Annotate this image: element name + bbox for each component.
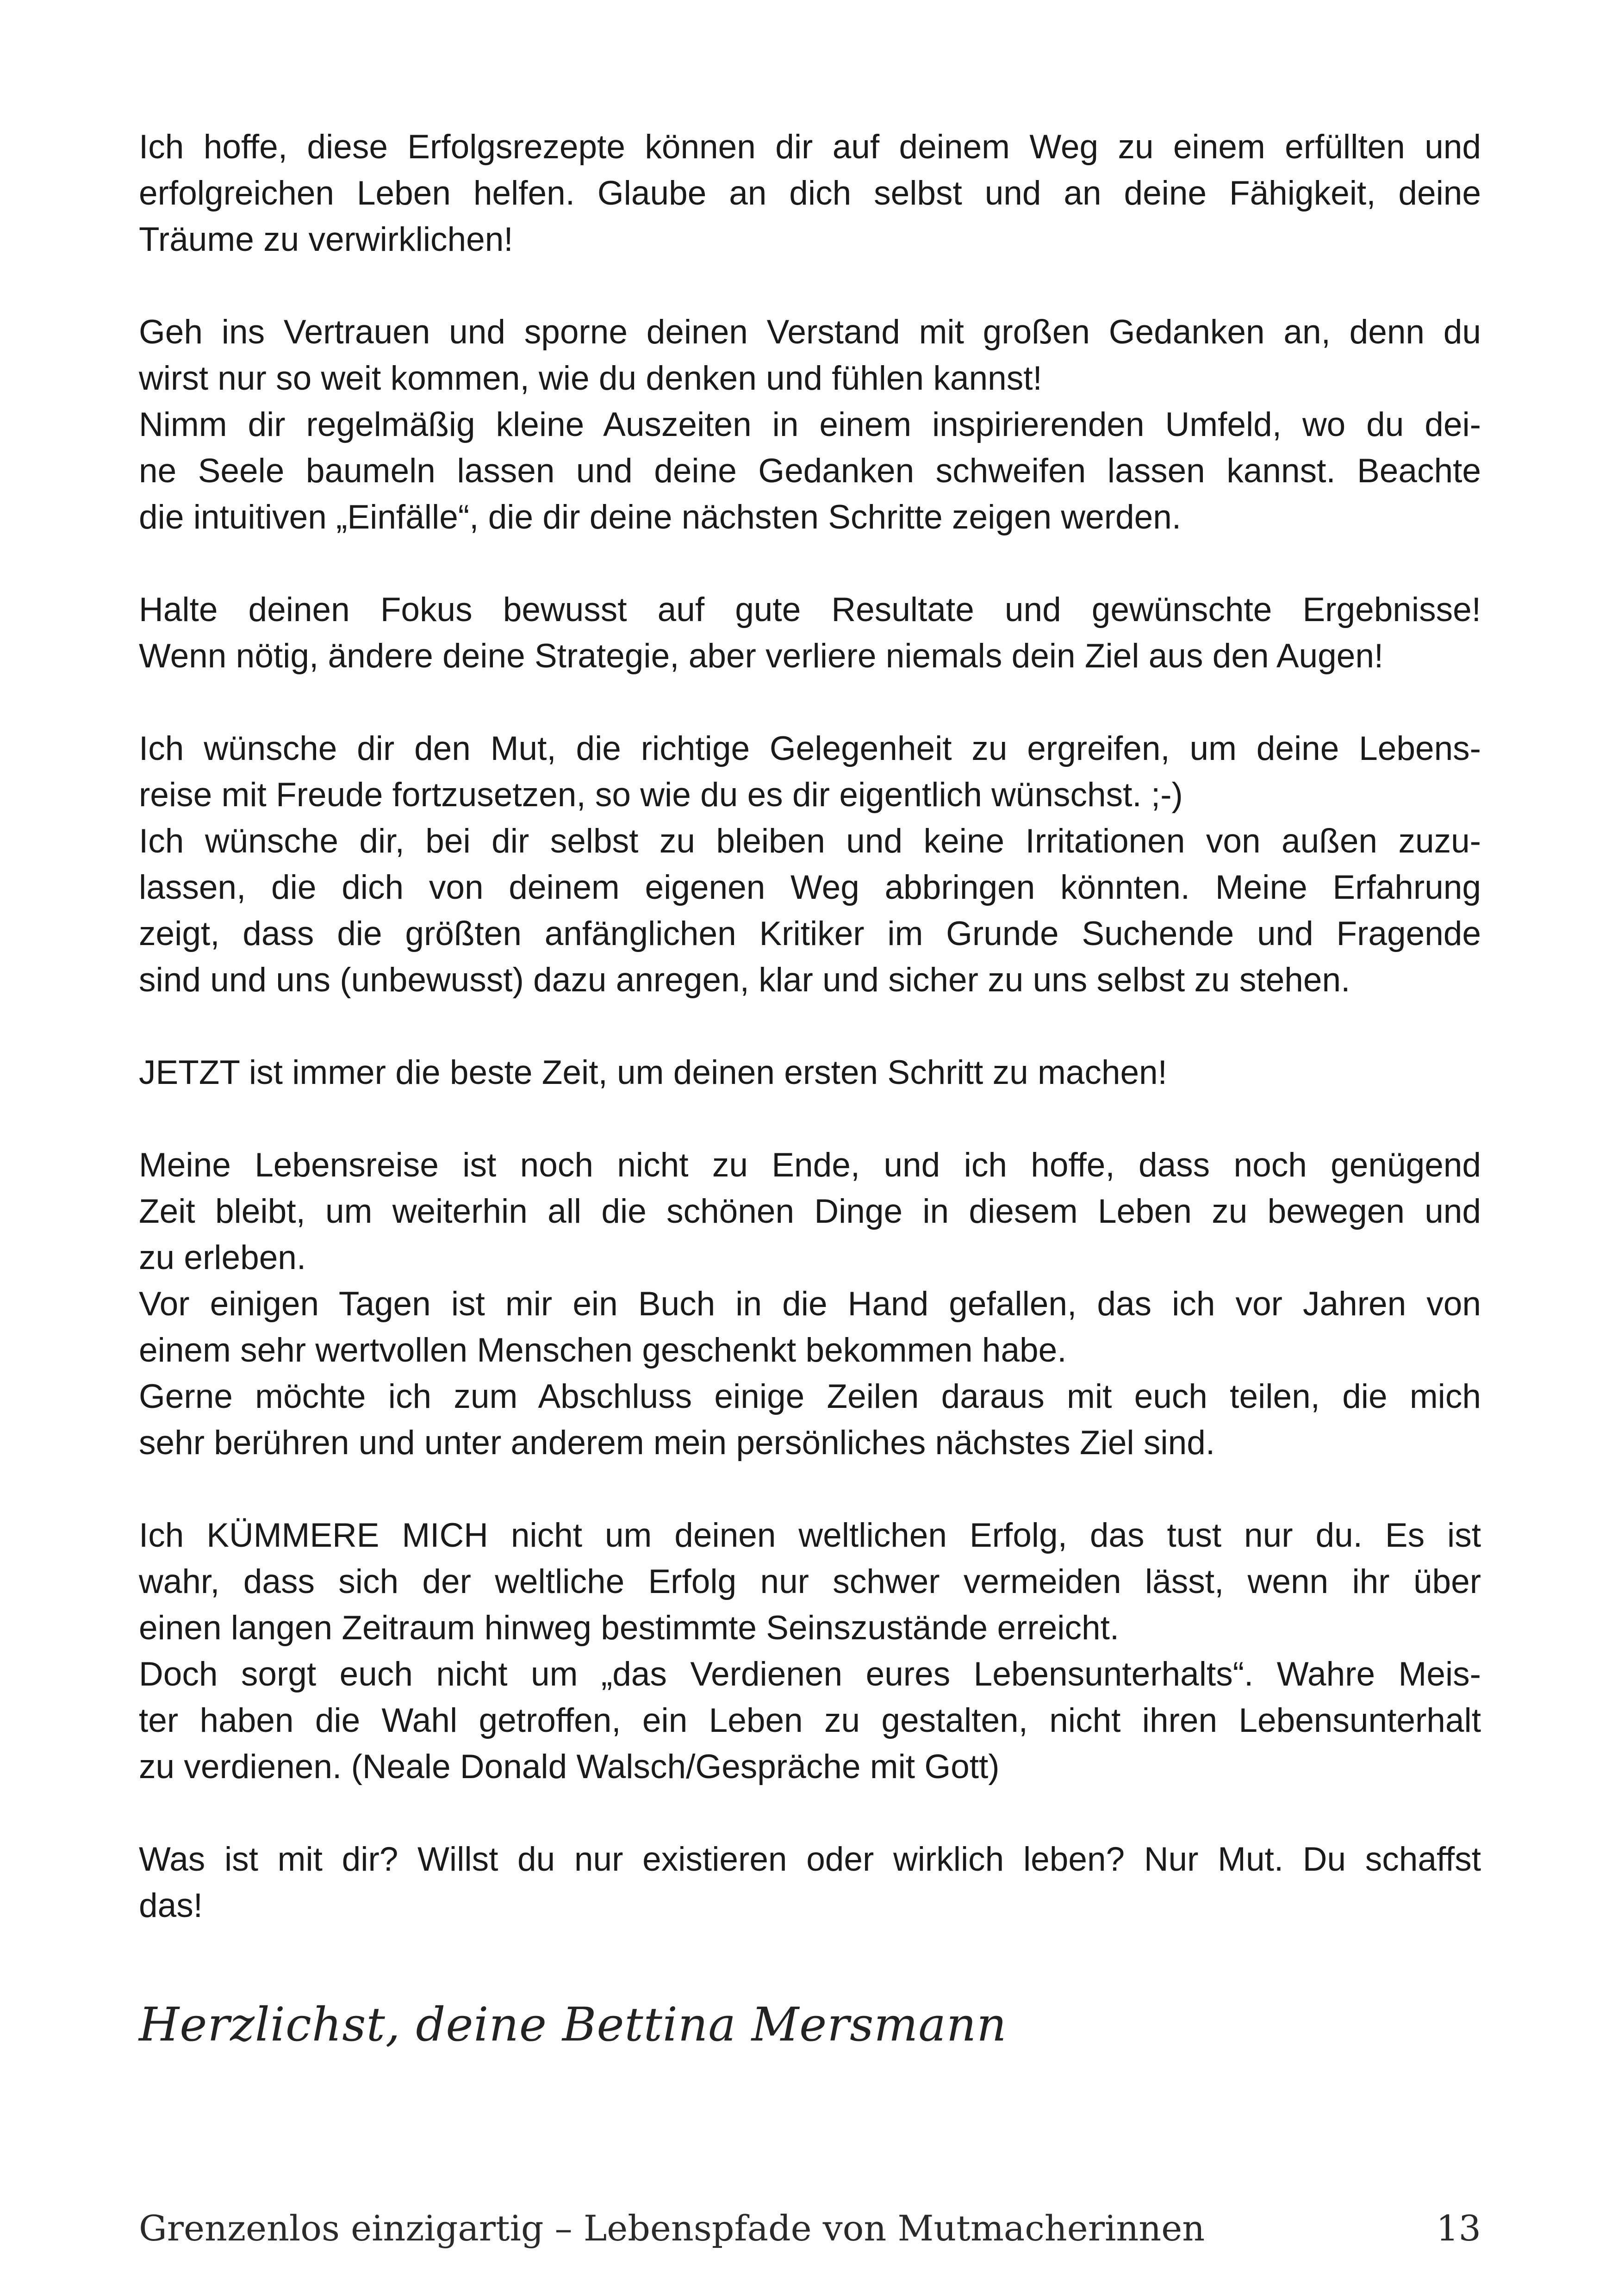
paragraph-now	[139, 1050, 1481, 1096]
text-line: Zeit bleibt, um weiterhin all die schönen Dinge in diesem Leben zu bewegen und	[139, 1193, 1481, 1230]
text-line: lassen, die dich von deinem eigenen Weg abbringen könnten. Meine Erfahrung	[139, 869, 1481, 906]
text-line: zu erleben.	[139, 1239, 306, 1276]
paragraph-courage	[139, 726, 1481, 1003]
text-line: Was ist mit dir? Willst du nur existieren oder wirklich leben? Nur Mut. Du schaffst	[139, 1841, 1481, 1878]
text-line: Ich wünsche dir, bei dir selbst zu bleiben und keine Irritationen von außen zuzu-	[139, 822, 1481, 860]
text-line: Meine Lebensreise ist noch nicht zu Ende, und ich hoffe, dass noch genügend	[139, 1146, 1481, 1184]
text-line: Wenn nötig, ändere deine Strategie, aber verliere niemals dein Ziel aus den Augen!	[139, 637, 1384, 675]
page-number: 13	[1436, 2208, 1481, 2249]
page-footer	[139, 2205, 1481, 2252]
text-line: Träume zu verwirklichen!	[139, 221, 513, 258]
paragraph-focus	[139, 587, 1481, 679]
paragraph-trust	[139, 309, 1481, 541]
text-line: reise mit Freude fortzusetzen, so wie du es dir eigentlich wünschst. ;-)	[139, 776, 1183, 814]
text-line: Vor einigen Tagen ist mir ein Buch in die Hand gefallen, das ich vor Jahren von	[139, 1285, 1481, 1323]
text-line: zeigt, dass die größten anfänglichen Kritiker im Grunde Suchende und Fragende	[139, 915, 1481, 952]
paragraph-wishes	[139, 124, 1481, 263]
text-line: Nimm dir regelmäßig kleine Auszeiten in einem inspirierenden Umfeld, wo du dei-	[139, 406, 1481, 443]
paragraph-life-journey	[139, 1142, 1481, 1466]
text-line: die intuitiven „Einfälle“, die dir deine nächsten Schritte zeigen werden.	[139, 498, 1182, 536]
paragraph-quote	[139, 1512, 1481, 1790]
text-line: sind und uns (unbewusst) dazu anregen, klar und sicher zu uns selbst zu stehen.	[139, 961, 1350, 999]
text-line: ter haben die Wahl getroffen, ein Leben zu gestalten, nicht ihren Lebensunterhalt	[139, 1702, 1481, 1739]
text-line: JETZT ist immer die beste Zeit, um deinen ersten Schritt zu machen!	[139, 1054, 1167, 1091]
book-title: Grenzenlos einzigartig – Lebenspfade von Mutmacherinnen	[139, 2208, 1205, 2249]
text-line: wahr, dass sich der weltliche Erfolg nur schwer vermeiden lässt, wenn ihr über	[139, 1563, 1481, 1600]
text-line: das!	[139, 1887, 203, 1924]
text-line: einem sehr wertvollen Menschen geschenkt bekommen habe.	[139, 1332, 1067, 1369]
body-text	[139, 124, 1481, 1975]
text-line: einen langen Zeitraum hinweg bestimmte Seinszustände erreicht.	[139, 1609, 1120, 1647]
text-line: Ich hoffe, diese Erfolgsrezepte können dir auf deinem Weg zu einem erfüllten und	[139, 128, 1481, 166]
text-line: ne Seele baumeln lassen und deine Gedanken schweifen lassen kannst. Beachte	[139, 452, 1481, 490]
text-line: Ich wünsche dir den Mut, die richtige Gelegenheit zu ergreifen, um deine Lebens-	[139, 730, 1481, 767]
paragraph-closing-question	[139, 1836, 1481, 1929]
text-line: Doch sorgt euch nicht um „das Verdienen eures Lebensunterhalts“. Wahre Meis-	[139, 1655, 1481, 1693]
text-line: wirst nur so weit kommen, wie du denken und fühlen kannst!	[139, 360, 1042, 397]
text-line: sehr berühren und unter anderem mein persönliches nächstes Ziel sind.	[139, 1424, 1215, 1462]
text-line: Halte deinen Fokus bewusst auf gute Resultate und gewünschte Ergebnisse!	[139, 591, 1481, 628]
text-line: Geh ins Vertrauen und sporne deinen Verstand mit großen Gedanken an, denn du	[139, 313, 1481, 351]
signature: Herzlichst, deine Bettina Mersmann	[139, 1997, 1007, 2052]
text-line: Gerne möchte ich zum Abschluss einige Zeilen daraus mit euch teilen, die mich	[139, 1378, 1481, 1415]
text-line: Ich KÜMMERE MICH nicht um deinen weltlichen Erfolg, das tust nur du. Es ist	[139, 1517, 1481, 1554]
text-line: zu verdienen. (Neale Donald Walsch/Gespräche mit Gott)	[139, 1748, 1000, 1786]
text-line: erfolgreichen Leben helfen. Glaube an dich selbst und an deine Fähigkeit, deine	[139, 174, 1481, 212]
